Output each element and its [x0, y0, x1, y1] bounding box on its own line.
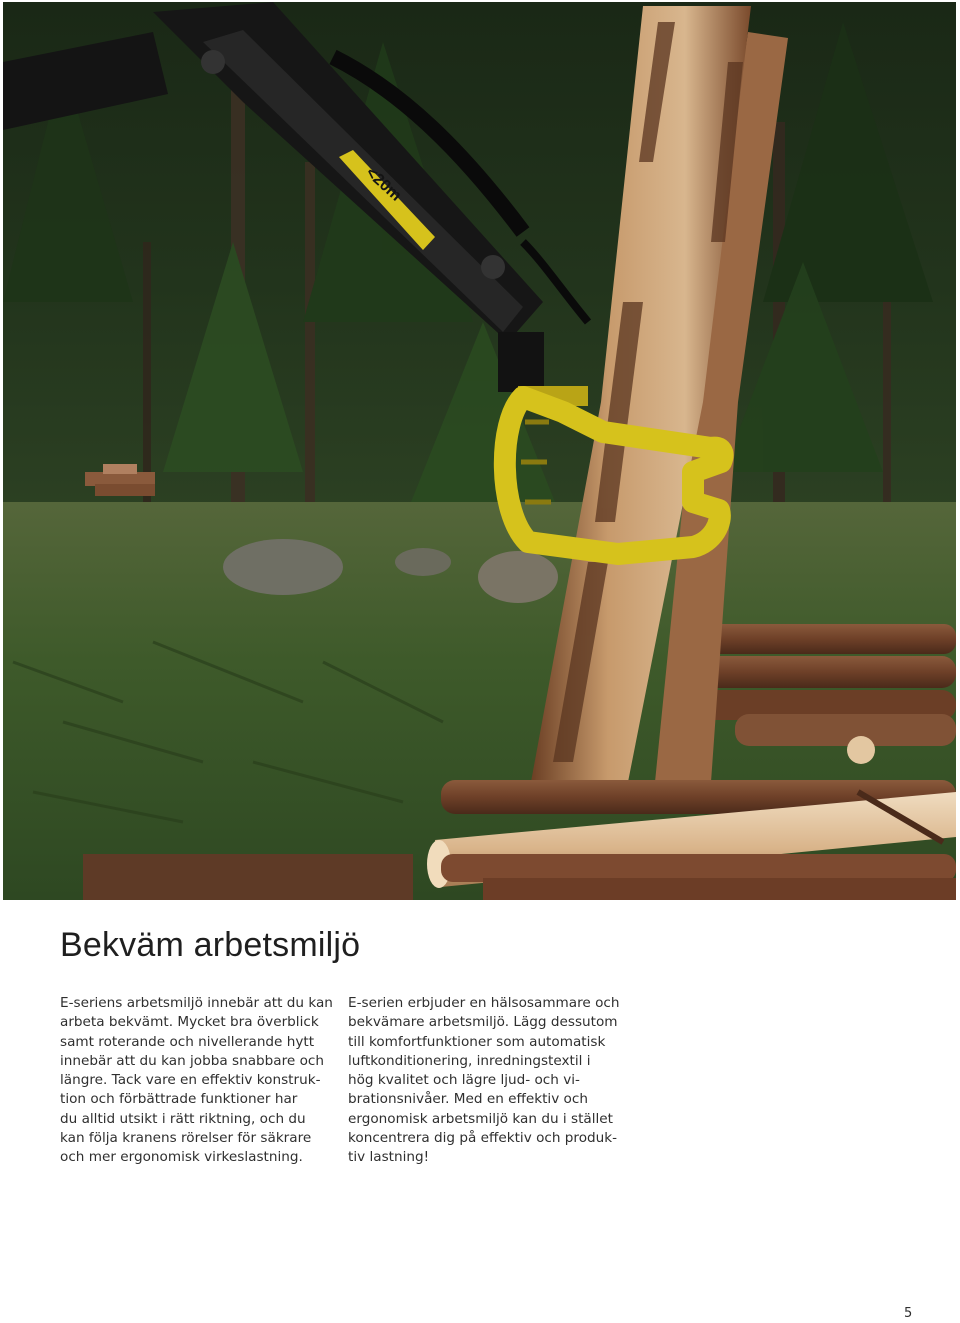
page-title: Bekväm arbetsmiljö — [60, 926, 361, 964]
text-line: koncentrera dig på effektiv och produk- — [348, 1130, 618, 1147]
text-line: längre. Tack vare en effektiv konstruk- — [60, 1072, 321, 1089]
left-paragraph — [60, 994, 332, 1168]
text-line: och mer ergonomisk virkeslastning. — [60, 1149, 303, 1166]
text-line: till komfortfunktioner som automatisk — [348, 1033, 606, 1050]
crane-sign-text: <20m — [362, 164, 405, 205]
text-line: tion och förbättrade funktioner har — [60, 1091, 298, 1108]
text-line: luftkonditionering, inredningstextil i — [348, 1052, 591, 1069]
text-line: E-seriens arbetsmiljö innebär att du kan — [60, 995, 333, 1011]
text-line: hög kvalitet och lägre ljud- och vi- — [348, 1072, 580, 1089]
right-paragraph — [348, 994, 620, 1168]
text-line: brationsnivåer. Med en effektiv och — [348, 1091, 588, 1108]
text-line: E-serien erbjuder en hälsosammare och — [348, 995, 620, 1011]
body-text-left-column — [60, 994, 332, 1168]
forestry-crane-photo — [3, 2, 956, 900]
text-line: tiv lastning! — [348, 1149, 430, 1166]
text-line: arbeta bekvämt. Mycket bra överblick — [60, 1014, 319, 1031]
body-text-right-column — [348, 994, 620, 1168]
text-line: ergonomisk arbetsmiljö kan du i stället — [348, 1110, 613, 1127]
text-line: innebär att du kan jobba snabbare och — [60, 1052, 325, 1069]
text-line: du alltid utsikt i rätt riktning, och du — [60, 1110, 306, 1127]
text-line: bekvämare arbetsmiljö. Lägg dessutom — [348, 1014, 618, 1031]
text-line: kan följa kranens rörelser för säkrare — [60, 1130, 312, 1147]
text-line: samt roterande och nivellerande hytt — [60, 1033, 315, 1050]
page-number: 5 — [904, 1306, 913, 1321]
